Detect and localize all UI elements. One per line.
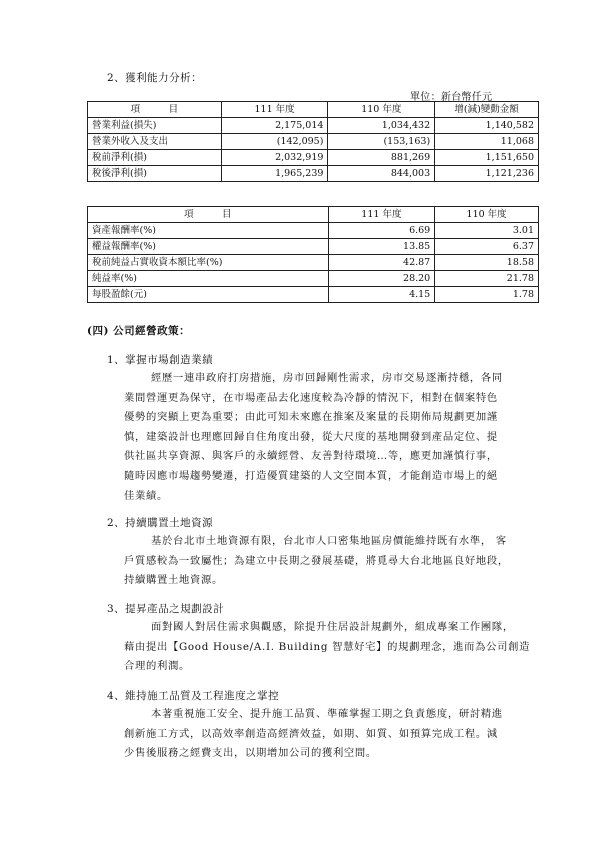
row-label: 純益率(%) — [88, 271, 329, 287]
table-row — [88, 223, 539, 239]
table-cell: 881,269 — [328, 150, 435, 166]
table-cell: 13.85 — [328, 239, 435, 255]
policy-item-paragraph — [124, 532, 542, 591]
policy-item-heading: 1、掌握市場創造業績 — [107, 354, 214, 366]
section-heading-profitability: 2、獲利能力分析： — [107, 72, 203, 84]
row-label: 稅後淨利(損) — [88, 166, 222, 182]
table-cell: 21.78 — [435, 271, 539, 287]
policy-item-heading: 3、提昇產品之規劃設計 — [107, 603, 225, 615]
table-cell: (153,163) — [328, 134, 435, 150]
table-cell: 11,068 — [435, 134, 539, 150]
paragraph-line: 少售後服務之經費支出，以期增加公司的獲利空間。 — [124, 747, 377, 760]
column-header: 增(減)變動金額 — [435, 102, 539, 118]
profitability-table — [87, 101, 539, 182]
column-header: 111 年度 — [221, 102, 328, 118]
table-cell: 1,140,582 — [435, 118, 539, 134]
column-header: 110 年度 — [328, 102, 435, 118]
paragraph-line: 本著重視施工安全、提升施工品質、準確掌握工期之負責態度，研討精進 — [151, 708, 503, 720]
table-cell: 1,121,236 — [435, 166, 539, 182]
paragraph-line: 隨時因應市場趨勢變遷，打造優質建築的人文空間本質，才能創造市場上的絕 — [124, 469, 498, 482]
table-row — [88, 166, 539, 182]
paragraph-line: 優勢的突顯上更為重要；由此可知未來應在推案及案量的長期佈局規劃更加謹 — [124, 411, 498, 424]
paragraph-line: 藉由提出【Good House/A.I. Building 智慧好宅】的規劃理念，進而為公司創造 — [124, 640, 531, 653]
policy-item-heading: 4、維持施工品質及工程進度之掌控 — [107, 690, 280, 702]
column-header: 111 年度 — [328, 207, 435, 223]
column-header: 項 目 — [88, 207, 329, 223]
table-cell: 6.37 — [435, 239, 539, 255]
table-header-row — [88, 207, 539, 223]
policy-item-paragraph — [124, 618, 542, 677]
table-cell: 1.78 — [435, 287, 539, 303]
table-cell: 2,175,014 — [221, 118, 328, 134]
table-row — [88, 118, 539, 134]
table-cell: 42.87 — [328, 255, 435, 271]
table-row — [88, 150, 539, 166]
paragraph-line: 戶質感較為一致屬性；為建立中長期之發展基礎，將覓尋大台北地區良好地段， — [124, 554, 509, 567]
row-label: 資產報酬率(%) — [88, 223, 329, 239]
paragraph-line: 基於台北市土地資源有限，台北市人口密集地區房價能維持既有水準， 客 — [151, 535, 507, 547]
paragraph-line: 持續購置土地資源。 — [124, 574, 223, 587]
row-label: 營業外收入及支出 — [88, 134, 222, 150]
table-cell: 1,965,239 — [221, 166, 328, 182]
table-row — [88, 271, 539, 287]
paragraph-line: 佳業績。 — [124, 489, 168, 502]
row-label: 稅前純益占實收資本額比率(%) — [88, 255, 329, 271]
table-cell: (142,095) — [221, 134, 328, 150]
paragraph-line: 合理的利潤。 — [124, 660, 190, 673]
table-row — [88, 239, 539, 255]
paragraph-line: 創新施工方式，以高效率創造高經濟效益，如期、如質、如預算完成工程。減 — [124, 727, 498, 740]
table-cell: 3.01 — [435, 223, 539, 239]
row-label: 每股盈餘(元) — [88, 287, 329, 303]
table-cell: 1,034,432 — [328, 118, 435, 134]
table-cell: 1,151,650 — [435, 150, 539, 166]
section-title-business-policy: (四) 公司經營政策： — [87, 325, 191, 337]
row-label: 稅前淨利(損) — [88, 150, 222, 166]
table-cell: 844,003 — [328, 166, 435, 182]
paragraph-line: 經歷一連串政府打房措施，房市回歸剛性需求，房市交易逐漸持穩，各同 — [151, 372, 503, 384]
table-header-row — [88, 102, 539, 118]
table-cell: 18.58 — [435, 255, 539, 271]
unit-label: 單位：新台幣仟元 — [410, 92, 493, 103]
paragraph-line: 供社區共享資源、與客戶的永續經營、友善對待環境…等，應更加謹慎行事， — [124, 450, 498, 463]
table-cell: 28.20 — [328, 271, 435, 287]
table-cell: 4.15 — [328, 287, 435, 303]
policy-item-paragraph — [124, 705, 542, 764]
table-row — [88, 255, 539, 271]
table-row — [88, 134, 539, 150]
table-cell: 6.69 — [328, 223, 435, 239]
column-header: 項 目 — [88, 102, 222, 118]
table-row — [88, 287, 539, 303]
policy-item-paragraph — [124, 369, 542, 506]
row-label: 營業利益(損失) — [88, 118, 222, 134]
paragraph-line: 業間營運更為保守，在市場產品去化速度較為冷靜的情況下，相對在個案特色 — [124, 391, 498, 404]
paragraph-line: 面對國人對居住需求與觀感，除提升住居設計規劃外，組成專案工作團隊， — [151, 621, 514, 633]
column-header: 110 年度 — [435, 207, 539, 223]
paragraph-line: 慎，建築設計也理應回歸自住角度出發，從大尺度的基地開發到產品定位、提 — [124, 430, 498, 443]
ratio-table — [87, 206, 539, 303]
row-label: 權益報酬率(%) — [88, 239, 329, 255]
table-cell: 2,032,919 — [221, 150, 328, 166]
policy-item-heading: 2、持續購置土地資源 — [107, 517, 214, 529]
